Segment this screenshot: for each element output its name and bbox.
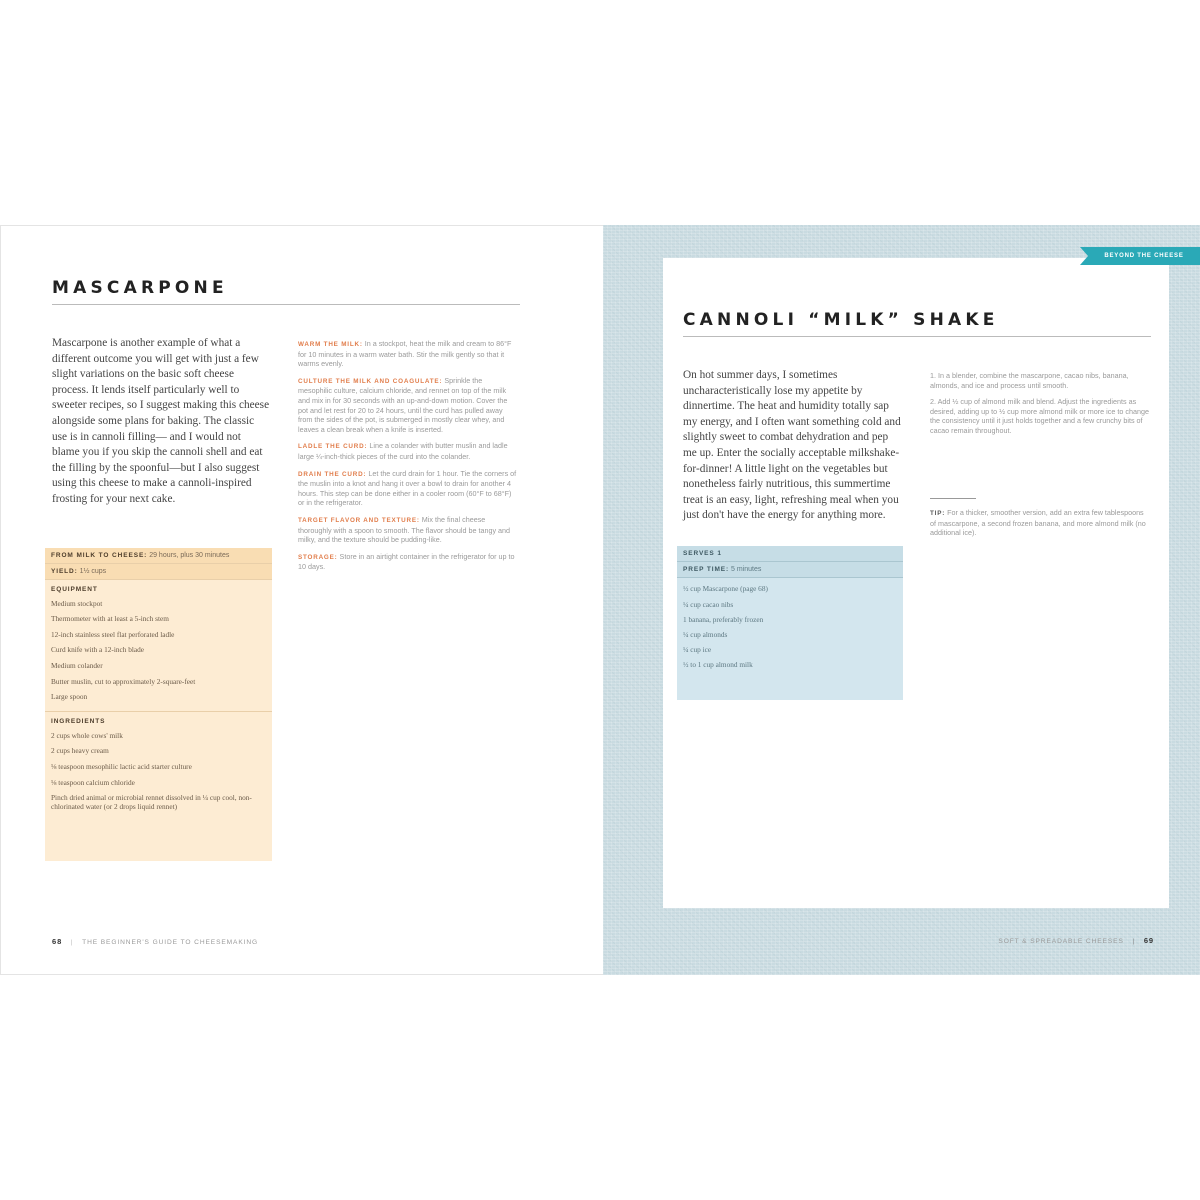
list-item: Butter muslin, cut to approximately 2-square-feet: [51, 676, 196, 686]
list-item: Pinch dried animal or microbial rennet dissolved in ¼ cup cool, non-chlorinated water (or 2 drops liquid rennet): [51, 793, 252, 811]
list-item: Thermometer with at least a 5-inch stem: [51, 614, 169, 624]
yield-value: 1½ cups: [79, 568, 107, 575]
prep-row: [677, 562, 903, 578]
list-item: Curd knife with a 12-inch blade: [51, 645, 145, 655]
list-item: 2 cups whole cows' milk: [51, 730, 123, 740]
step-label: CULTURE THE MILK AND COAGULATE:: [298, 377, 443, 385]
step-text: In a stockpot, heat the milk and cream to 86°F for 10 minutes in a warm water bath. Stir the milk gently so that it warms evenly.: [298, 339, 512, 369]
prep-value: 5 minutes: [731, 566, 762, 573]
page-title: MASCARPONE: [52, 278, 228, 298]
step-text: Mix the final cheese thoroughly with a spoon to smooth. The flavor should be tangy and milky, and the texture should be pudding-like.: [298, 514, 511, 545]
step-item: [298, 469, 518, 508]
list-item: ⅛ teaspoon mesophilic lactic acid starter culture: [51, 761, 192, 771]
list-item: ½ to 1 cup almond milk: [683, 660, 753, 670]
intro-paragraph: [683, 368, 901, 524]
page-number: 68: [52, 937, 63, 946]
yield-row: [45, 564, 272, 580]
serves-row: [677, 546, 903, 562]
title-rule: [683, 336, 1151, 337]
left-footer: 68 | THE BEGINNER'S GUIDE TO CHEESEMAKING: [52, 937, 259, 946]
page-title: CANNOLI “MILK” SHAKE: [683, 310, 999, 330]
step-item: [930, 371, 1150, 390]
steps-column: [298, 339, 518, 579]
step-item: [930, 397, 1150, 435]
tip-block: [930, 508, 1150, 545]
step-label: STORAGE:: [298, 553, 338, 561]
page-number: 69: [1143, 936, 1154, 945]
recipe-info-box: [677, 546, 903, 700]
step-text: Let the curd drain for 1 hour. Tie the corners of the muslin into a knot and hang it over a bowl to drain for another 4 hours. This step can be done either in a cooler room (60°F to 68°F) or in the refrigerator.: [298, 468, 517, 508]
ingredients-list: [45, 725, 272, 820]
step-item: [298, 441, 518, 461]
step-label: LADLE THE CURD:: [298, 443, 368, 451]
right-footer: SOFT & SPREADABLE CHEESES | 69: [998, 936, 1154, 945]
list-item: ¼ cup ice: [683, 645, 712, 655]
tip-body: For a thicker, smoother version, add an extra few tablespoons of mascarpone, a second frozen banana, and more almond milk (no additional ice).: [930, 508, 1146, 538]
step-label: TARGET FLAVOR AND TEXTURE:: [298, 516, 420, 524]
equipment-list: [45, 593, 272, 712]
intro-paragraph: [52, 336, 270, 508]
tip-text: [930, 508, 1150, 538]
list-item: Medium colander: [51, 660, 103, 670]
list-item: ½ cup Mascarpone (page 68): [683, 584, 768, 594]
step-text: In a blender, combine the mascarpone, cacao nibs, banana, almonds, and ice and process until smooth.: [930, 371, 1129, 390]
step-label: DRAIN THE CURD:: [298, 470, 367, 478]
step-item: [298, 552, 518, 572]
section-ribbon: BEYOND THE CHEESE: [1088, 247, 1200, 265]
left-page: [0, 225, 603, 975]
tip-divider: [930, 498, 976, 499]
step-text: Line a colander with butter muslin and ladle large ¼-inch-thick pieces of the curd into the colander.: [298, 441, 508, 461]
time-value: 29 hours, plus 30 minutes: [149, 552, 230, 559]
list-item: ¼ cup cacao nibs: [683, 599, 734, 609]
step-item: [298, 515, 518, 545]
recipe-card: [663, 258, 1169, 908]
intro-text: Mascarpone is another example of what a different outcome you will get with just a few slight variations on the basic soft cheese process. It lends itself particularly well to sweeter recipes, so I suggest making this cheese alongside some plans for baking. The classic use is in cannoli filling— and I would not blame you if you skip the cannoli shell and eat the filling by the spoonful—but I also suggest using this cheese to make a cannoli-inspired frosting for your next cake.: [52, 337, 270, 505]
equipment-heading: EQUIPMENT: [51, 586, 98, 593]
ingredients-list: [677, 578, 903, 677]
list-item: 2 cups heavy cream: [51, 746, 109, 756]
intro-text: On hot summer days, I sometimes uncharacteristically lose my appetite by dinnertime. The heat and humidity totally sap my energy, and I often want something cold and slightly sweet to combat dehydration and pep me up. Enter the socially acceptable milkshake-for-dinner! A little light on the vegetables but nonetheless fairly nutritious, this summertime treat is an easy, light, refreshing meal when you just don't have the energy for anything more.: [683, 369, 901, 522]
ingredients-heading: INGREDIENTS: [51, 718, 106, 726]
book-spread: [0, 225, 1200, 975]
tip-label: TIP:: [930, 510, 946, 517]
book-title: THE BEGINNER'S GUIDE TO CHEESEMAKING: [82, 939, 259, 946]
steps-column: [930, 371, 1150, 443]
right-page: [603, 225, 1200, 975]
list-item: ¼ cup almonds: [683, 629, 728, 639]
yield-label: YIELD:: [51, 568, 78, 575]
prep-label: PREP TIME:: [683, 566, 730, 573]
time-label: FROM MILK TO CHEESE:: [51, 552, 148, 559]
serves-label: SERVES 1: [683, 550, 722, 557]
step-number: 1.: [930, 371, 936, 380]
list-item: ⅛ teaspoon calcium chloride: [51, 777, 135, 787]
list-item: Medium stockpot: [51, 598, 103, 608]
step-item: [298, 376, 518, 435]
list-item: 12-inch stainless steel flat perforated ladle: [51, 629, 175, 639]
time-row: [45, 548, 272, 564]
step-text: Store in an airtight container in the refrigerator for up to 10 days.: [298, 551, 515, 572]
title-rule: [52, 304, 520, 305]
recipe-info-box: [45, 548, 272, 861]
step-text: Sprinkle the mesophilic culture, calcium chloride, and rennet on top of the milk and mix in for 30 seconds with an up-and-down motion. Cover the pot and let rest for 20 to 24 hours, until the curd has pulled away from the sides of the pot, is submerged in mostly clear whey, and leaves a clean break when a knife is inserted.: [298, 375, 508, 434]
step-number: 2.: [930, 397, 936, 407]
step-item: [298, 339, 518, 369]
list-item: Large spoon: [51, 692, 88, 702]
section-title: SOFT & SPREADABLE CHEESES: [998, 938, 1124, 945]
list-item: 1 banana, preferably frozen: [683, 614, 764, 624]
step-text: Add ½ cup of almond milk and blend. Adjust the ingredients as desired, adding up to ½ cup more almond milk or more ice to change the consistency until it just holds together and a few crunchy bits of cacao remain throughout.: [930, 397, 1149, 435]
step-label: WARM THE MILK:: [298, 341, 363, 348]
